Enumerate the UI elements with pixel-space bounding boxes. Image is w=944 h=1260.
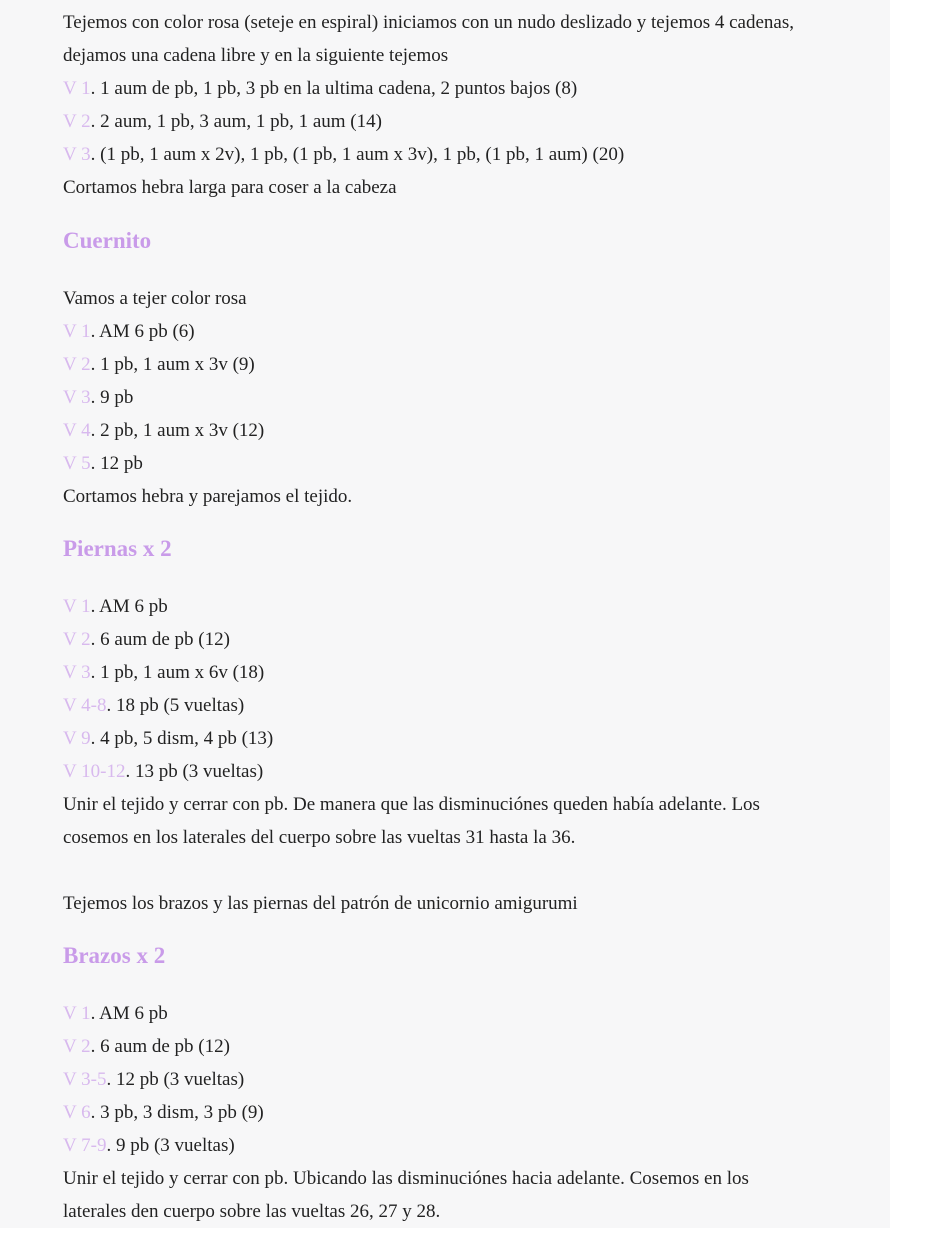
cuernito-closing: Cortamos hebra y parejamos el tejido. — [63, 486, 353, 507]
round-label: V 1 — [63, 1003, 91, 1024]
piernas-row-2 — [63, 623, 878, 656]
round-text: . 2 pb, 1 aum x 3v (12) — [90, 420, 265, 441]
brazos-closing-2: laterales den cuerpo sobre las vueltas 26, 27 y 28. — [63, 1201, 441, 1222]
round-label: V 1 — [63, 596, 91, 617]
piernas-row-6 — [63, 755, 878, 788]
brazos-row-3 — [63, 1063, 878, 1096]
piernas-row-3 — [63, 656, 878, 689]
piernas-row-4 — [63, 689, 878, 722]
cuernito-row-2 — [63, 348, 878, 381]
intro-line-1: Tejemos con color rosa (seteje en espiral) iniciamos con un nudo deslizado y tejemos 4 cadenas, — [63, 12, 794, 33]
round-text: . 4 pb, 5 dism, 4 pb (13) — [90, 728, 274, 749]
brazos-closing-1: Unir el tejido y cerrar con pb. Ubicando las disminuciónes hacia adelante. Cosemos en los — [63, 1168, 749, 1189]
round-text: . 3 pb, 3 dism, 3 pb (9) — [90, 1102, 264, 1123]
round-text: . 9 pb — [90, 387, 134, 408]
round-text: . 1 aum de pb, 1 pb, 3 pb en la ultima cadena, 2 puntos bajos (8) — [90, 78, 578, 99]
heading-piernas: Piernas x 2 — [63, 536, 172, 561]
round-text: . AM 6 pb — [90, 1003, 168, 1024]
round-label: V 9 — [63, 728, 91, 749]
piernas-closing-1: Unir el tejido y cerrar con pb. De manera que las disminuciónes queden había adelante. Los — [63, 794, 760, 815]
heading-brazos: Brazos x 2 — [63, 943, 166, 968]
intro-closing: Cortamos hebra larga para coser a la cabeza — [63, 177, 397, 198]
cuernito-row-3 — [63, 381, 878, 414]
round-label: V 2 — [63, 111, 91, 132]
round-text: . (1 pb, 1 aum x 2v), 1 pb, (1 pb, 1 aum x 3v), 1 pb, (1 pb, 1 aum) (20) — [90, 144, 625, 165]
cuernito-row-5 — [63, 447, 878, 480]
round-label: V 3 — [63, 662, 91, 683]
round-text: . 12 pb — [90, 453, 143, 474]
piernas-closing-2: cosemos en los laterales del cuerpo sobre las vueltas 31 hasta la 36. — [63, 827, 576, 848]
brazos-row-4 — [63, 1096, 878, 1129]
round-text: . 1 pb, 1 aum x 6v (18) — [90, 662, 265, 683]
round-label: V 1 — [63, 321, 91, 342]
cuernito-row-4 — [63, 414, 878, 447]
piernas-row-5 — [63, 722, 878, 755]
piernas-row-1 — [63, 590, 878, 623]
round-text: . 2 aum, 1 pb, 3 aum, 1 pb, 1 aum (14) — [90, 111, 382, 132]
round-text: . AM 6 pb — [90, 596, 168, 617]
round-text: . 12 pb (3 vueltas) — [106, 1069, 245, 1090]
heading-cuernito: Cuernito — [63, 228, 152, 253]
intro-row-1 — [63, 72, 878, 105]
brazos-row-2 — [63, 1030, 878, 1063]
intro-row-2 — [63, 105, 878, 138]
spacer — [63, 854, 878, 887]
round-text: . 18 pb (5 vueltas) — [106, 695, 245, 716]
round-label: V 3-5 — [63, 1069, 107, 1090]
round-label: V 10-12 — [63, 761, 126, 782]
round-text: . 13 pb (3 vueltas) — [125, 761, 264, 782]
round-label: V 2 — [63, 354, 91, 375]
piernas-note: Tejemos los brazos y las piernas del patrón de unicornio amigurumi — [63, 893, 578, 914]
brazos-row-5 — [63, 1129, 878, 1162]
cuernito-row-1 — [63, 315, 878, 348]
round-label: V 7-9 — [63, 1135, 107, 1156]
round-label: V 3 — [63, 387, 91, 408]
round-text: . 1 pb, 1 aum x 3v (9) — [90, 354, 255, 375]
round-label: V 4-8 — [63, 695, 107, 716]
article-content — [63, 6, 878, 1228]
brazos-row-1 — [63, 997, 878, 1030]
round-label: V 3 — [63, 144, 91, 165]
round-text: . 9 pb (3 vueltas) — [106, 1135, 235, 1156]
round-text: . 6 aum de pb (12) — [90, 629, 230, 650]
round-label: V 2 — [63, 629, 91, 650]
round-label: V 5 — [63, 453, 91, 474]
round-label: V 6 — [63, 1102, 91, 1123]
cuernito-intro: Vamos a tejer color rosa — [63, 288, 247, 309]
round-label: V 2 — [63, 1036, 91, 1057]
round-text: . AM 6 pb (6) — [90, 321, 195, 342]
intro-row-3 — [63, 138, 878, 171]
intro-line-2: dejamos una cadena libre y en la siguiente tejemos — [63, 45, 449, 66]
round-label: V 1 — [63, 78, 91, 99]
round-label: V 4 — [63, 420, 91, 441]
round-text: . 6 aum de pb (12) — [90, 1036, 230, 1057]
